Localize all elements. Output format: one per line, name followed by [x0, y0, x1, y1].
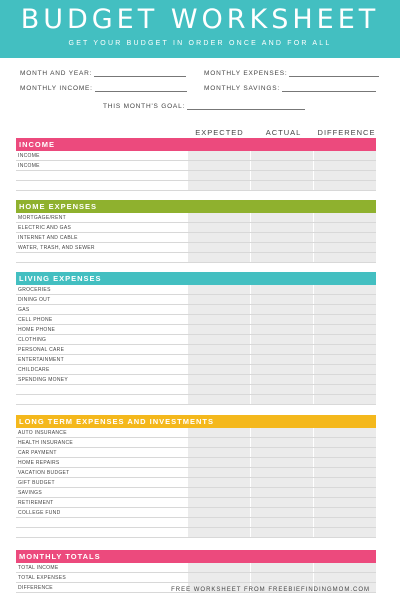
section-block: [16, 138, 376, 191]
expected-cell[interactable]: [187, 488, 250, 497]
table-row: [16, 355, 376, 365]
table-row: [16, 385, 376, 395]
actual-cell[interactable]: [250, 161, 313, 170]
expected-cell[interactable]: [187, 161, 250, 170]
difference-cell[interactable]: [313, 385, 376, 394]
expected-cell[interactable]: [187, 438, 250, 447]
table-row: [16, 518, 376, 528]
row-label: AUTO INSURANCE: [18, 430, 67, 436]
table-row: [16, 365, 376, 375]
table-row: [16, 151, 376, 161]
row-label: ENTERTAINMENT: [18, 357, 64, 363]
table-row: [16, 315, 376, 325]
monthly-income-line[interactable]: [95, 85, 187, 92]
table-row: [16, 171, 376, 181]
section-header: LIVING EXPENSES: [16, 272, 376, 285]
row-label: INCOME: [18, 153, 40, 159]
row-label: RETIREMENT: [18, 500, 54, 506]
table-row: [16, 438, 376, 448]
difference-cell[interactable]: [313, 365, 376, 374]
actual-cell[interactable]: [250, 243, 313, 252]
actual-cell[interactable]: [250, 355, 313, 364]
expected-cell[interactable]: [187, 335, 250, 344]
expected-cell[interactable]: [187, 355, 250, 364]
difference-cell[interactable]: [313, 375, 376, 384]
actual-cell[interactable]: [250, 335, 313, 344]
difference-cell[interactable]: [313, 468, 376, 477]
row-label: DINING OUT: [18, 297, 51, 303]
actual-cell[interactable]: [250, 478, 313, 487]
row-label: WATER, TRASH, AND SEWER: [18, 245, 95, 251]
expected-cell[interactable]: [187, 498, 250, 507]
monthly-income-label: MONTHLY INCOME:: [20, 85, 93, 92]
expected-cell[interactable]: [187, 325, 250, 334]
table-row: [16, 325, 376, 335]
table-row: [16, 213, 376, 223]
difference-cell[interactable]: [313, 438, 376, 447]
table-row: [16, 428, 376, 438]
table-row: [16, 395, 376, 405]
actual-cell[interactable]: [250, 181, 313, 190]
table-row: [16, 528, 376, 538]
table-row: [16, 285, 376, 295]
page-subtitle: GET YOUR BUDGET IN ORDER ONCE AND FOR ALL: [68, 40, 332, 47]
row-label: CLOTHING: [18, 337, 47, 343]
difference-cell[interactable]: [313, 355, 376, 364]
expected-cell[interactable]: [187, 243, 250, 252]
row-label: TOTAL EXPENSES: [18, 575, 67, 581]
actual-cell[interactable]: [250, 438, 313, 447]
expected-cell[interactable]: [187, 233, 250, 242]
row-label: INTERNET AND CABLE: [18, 235, 78, 241]
table-row: [16, 458, 376, 468]
actual-cell[interactable]: [250, 498, 313, 507]
actual-cell[interactable]: [250, 508, 313, 517]
difference-cell[interactable]: [313, 478, 376, 487]
table-row: [16, 305, 376, 315]
footer-credit: FREE WORKSHEET FROM FREEBIEFINDINGMOM.COM: [171, 587, 370, 593]
actual-cell[interactable]: [250, 315, 313, 324]
actual-cell[interactable]: [250, 285, 313, 294]
difference-cell[interactable]: [313, 213, 376, 222]
expected-cell[interactable]: [187, 315, 250, 324]
row-label: VACATION BUDGET: [18, 470, 70, 476]
monthly-savings-line[interactable]: [282, 85, 376, 92]
actual-cell[interactable]: [250, 375, 313, 384]
difference-cell[interactable]: [313, 161, 376, 170]
table-row: [16, 563, 376, 573]
month-year-line[interactable]: [94, 70, 186, 77]
difference-cell[interactable]: [313, 498, 376, 507]
expected-cell[interactable]: [187, 385, 250, 394]
monthly-savings-field[interactable]: [204, 85, 376, 92]
table-row: [16, 478, 376, 488]
actual-cell[interactable]: [250, 365, 313, 374]
expected-cell[interactable]: [187, 295, 250, 304]
goal-label: THIS MONTH'S GOAL:: [103, 103, 186, 110]
row-label: [16, 171, 187, 180]
column-actual: ACTUAL: [265, 128, 302, 137]
expected-cell[interactable]: [187, 448, 250, 457]
difference-cell[interactable]: [313, 335, 376, 344]
table-row: [16, 573, 376, 583]
actual-cell[interactable]: [250, 295, 313, 304]
page-title: BUDGET WORKSHEET: [20, 4, 380, 35]
row-label: [16, 395, 187, 404]
difference-cell[interactable]: [313, 151, 376, 160]
expected-cell[interactable]: [187, 171, 250, 180]
difference-cell[interactable]: [313, 448, 376, 457]
column-difference: DIFFERENCE: [317, 128, 376, 137]
table-row: [16, 243, 376, 253]
actual-cell[interactable]: [250, 563, 313, 572]
section-block: [16, 200, 376, 263]
actual-cell[interactable]: [250, 223, 313, 232]
expected-cell[interactable]: [187, 573, 250, 582]
difference-cell[interactable]: [313, 488, 376, 497]
monthly-expenses-label: MONTHLY EXPENSES:: [204, 70, 288, 77]
expected-cell[interactable]: [187, 458, 250, 467]
monthly-expenses-line[interactable]: [289, 70, 379, 77]
expected-cell[interactable]: [187, 181, 250, 190]
row-label: GIFT BUDGET: [18, 480, 55, 486]
actual-cell[interactable]: [250, 171, 313, 180]
table-row: [16, 498, 376, 508]
table-row: [16, 161, 376, 171]
month-year-field[interactable]: [20, 70, 186, 77]
expected-cell[interactable]: [187, 518, 250, 527]
row-label: GAS: [18, 307, 30, 313]
row-label: CELL PHONE: [18, 317, 53, 323]
row-label: CAR PAYMENT: [18, 450, 57, 456]
monthly-expenses-field[interactable]: [204, 70, 379, 77]
section-header: HOME EXPENSES: [16, 200, 376, 213]
actual-cell[interactable]: [250, 345, 313, 354]
expected-cell[interactable]: [187, 253, 250, 262]
expected-cell[interactable]: [187, 345, 250, 354]
actual-cell[interactable]: [250, 488, 313, 497]
section-block: [16, 272, 376, 405]
actual-cell[interactable]: [250, 518, 313, 527]
difference-cell[interactable]: [313, 305, 376, 314]
goal-field[interactable]: [103, 103, 305, 110]
row-label: [16, 385, 187, 394]
row-label: DIFFERENCE: [18, 585, 53, 591]
expected-cell[interactable]: [187, 508, 250, 517]
table-row: [16, 253, 376, 263]
row-label: [16, 528, 187, 537]
row-label: COLLEGE FUND: [18, 510, 61, 516]
row-label: [16, 253, 187, 262]
budget-table: [16, 138, 376, 593]
section-header: INCOME: [16, 138, 376, 151]
difference-cell[interactable]: [313, 233, 376, 242]
difference-cell[interactable]: [313, 325, 376, 334]
month-year-label: MONTH AND YEAR:: [20, 70, 93, 77]
expected-cell[interactable]: [187, 375, 250, 384]
table-row: [16, 488, 376, 498]
table-row: [16, 233, 376, 243]
expected-cell[interactable]: [187, 468, 250, 477]
actual-cell[interactable]: [250, 305, 313, 314]
actual-cell[interactable]: [250, 395, 313, 404]
row-label: HEALTH INSURANCE: [18, 440, 73, 446]
difference-cell[interactable]: [313, 458, 376, 467]
actual-cell[interactable]: [250, 233, 313, 242]
row-label: CHILDCARE: [18, 367, 50, 373]
difference-cell[interactable]: [313, 528, 376, 537]
difference-cell[interactable]: [313, 428, 376, 437]
row-label: ELECTRIC AND GAS: [18, 225, 72, 231]
actual-cell[interactable]: [250, 573, 313, 582]
actual-cell[interactable]: [250, 428, 313, 437]
row-label: HOME REPAIRS: [18, 460, 60, 466]
expected-cell[interactable]: [187, 395, 250, 404]
actual-cell[interactable]: [250, 468, 313, 477]
actual-cell[interactable]: [250, 385, 313, 394]
actual-cell[interactable]: [250, 213, 313, 222]
difference-cell[interactable]: [313, 171, 376, 180]
table-row: [16, 448, 376, 458]
difference-cell[interactable]: [313, 395, 376, 404]
difference-cell[interactable]: [313, 518, 376, 527]
expected-cell[interactable]: [187, 285, 250, 294]
row-label: INCOME: [18, 163, 40, 169]
monthly-income-field[interactable]: [20, 85, 187, 92]
section-block: [16, 415, 376, 538]
expected-cell[interactable]: [187, 151, 250, 160]
header-banner: [0, 0, 400, 58]
expected-cell[interactable]: [187, 563, 250, 572]
table-row: [16, 181, 376, 191]
difference-cell[interactable]: [313, 573, 376, 582]
difference-cell[interactable]: [313, 563, 376, 572]
expected-cell[interactable]: [187, 528, 250, 537]
actual-cell[interactable]: [250, 151, 313, 160]
monthly-savings-label: MONTHLY SAVINGS:: [204, 85, 281, 92]
actual-cell[interactable]: [250, 325, 313, 334]
actual-cell[interactable]: [250, 528, 313, 537]
row-label: SPENDING MONEY: [18, 377, 69, 383]
row-label: SAVINGS: [18, 490, 42, 496]
table-row: [16, 223, 376, 233]
row-label: TOTAL INCOME: [18, 565, 59, 571]
expected-cell[interactable]: [187, 365, 250, 374]
row-label: GROCERIES: [18, 287, 51, 293]
goal-line[interactable]: [187, 103, 305, 110]
section-header: LONG TERM EXPENSES AND INVESTMENTS: [16, 415, 376, 428]
table-row: [16, 345, 376, 355]
actual-cell[interactable]: [250, 253, 313, 262]
difference-cell[interactable]: [313, 223, 376, 232]
table-row: [16, 295, 376, 305]
table-row: [16, 375, 376, 385]
actual-cell[interactable]: [250, 448, 313, 457]
expected-cell[interactable]: [187, 305, 250, 314]
column-expected: EXPECTED: [195, 128, 244, 137]
difference-cell[interactable]: [313, 285, 376, 294]
table-row: [16, 468, 376, 478]
expected-cell[interactable]: [187, 223, 250, 232]
difference-cell[interactable]: [313, 508, 376, 517]
expected-cell[interactable]: [187, 213, 250, 222]
expected-cell[interactable]: [187, 428, 250, 437]
difference-cell[interactable]: [313, 345, 376, 354]
actual-cell[interactable]: [250, 458, 313, 467]
row-label: PERSONAL CARE: [18, 347, 65, 353]
section-header: MONTHLY TOTALS: [16, 550, 376, 563]
row-label: [16, 518, 187, 527]
expected-cell[interactable]: [187, 478, 250, 487]
row-label: HOME PHONE: [18, 327, 56, 333]
difference-cell[interactable]: [313, 315, 376, 324]
row-label: [16, 181, 187, 190]
difference-cell[interactable]: [313, 181, 376, 190]
difference-cell[interactable]: [313, 295, 376, 304]
difference-cell[interactable]: [313, 243, 376, 252]
difference-cell[interactable]: [313, 253, 376, 262]
row-label: MORTGAGE/RENT: [18, 215, 66, 221]
table-row: [16, 508, 376, 518]
table-row: [16, 335, 376, 345]
